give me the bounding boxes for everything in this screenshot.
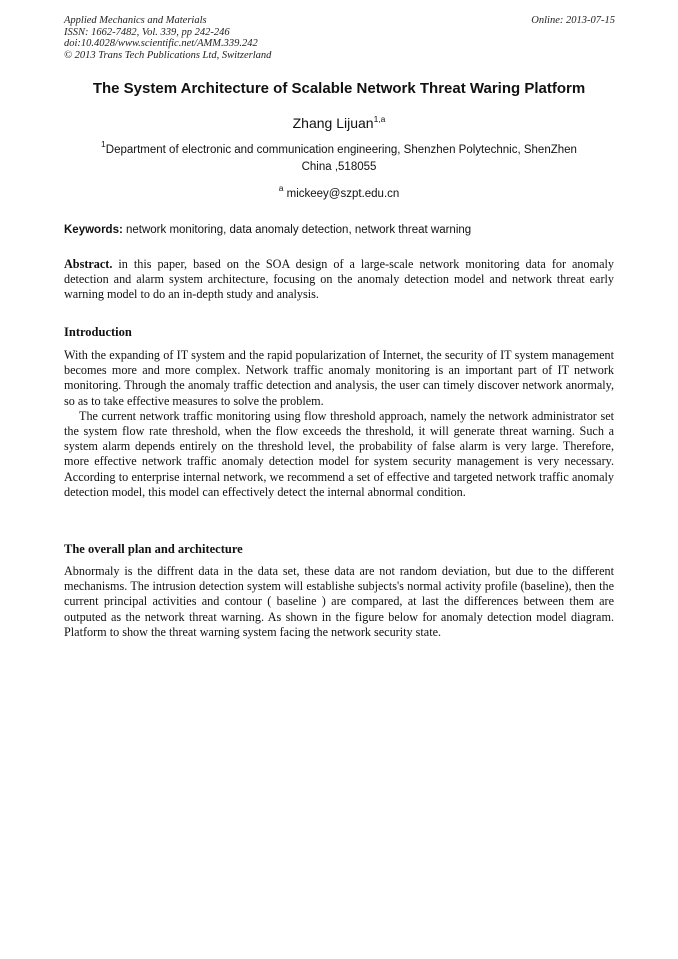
abstract-label: Abstract. (64, 257, 113, 271)
journal-header (64, 15, 271, 61)
keywords (64, 222, 614, 238)
email-superscript: a (278, 183, 284, 193)
affiliation-superscript: 1 (101, 139, 106, 149)
keywords-label: Keywords: (64, 224, 123, 236)
keywords-text: network monitoring, data anomaly detection, network threat warning (122, 224, 472, 236)
affiliation-line-2: China ,518055 (301, 161, 377, 173)
journal-name: Applied Mechanics and Materials (64, 15, 207, 26)
author-superscript: 1,a (373, 114, 386, 124)
introduction-paragraph-2: The current network traffic monitoring using flow threshold approach, namely the network administrator set the system flow rate threshold, when the flow exceeds the threshold, it will generate threat warning. Such a system alarm depends entirely on the threshold level, the probability of false alarm is very large. Therefore, more effective network traffic anomaly detection model for system security management is very necessary. According to enterprise internal network, we recommend a set of effective and targeted network traffic anomaly detection model, this model can effectively detect the internal abnormal condition. (64, 408, 614, 499)
author-line (40, 114, 638, 132)
email-address: mickeey@szpt.edu.cn (283, 188, 400, 200)
introduction-heading: Introduction (64, 325, 132, 339)
abstract-text: in this paper, based on the SOA design of a large-scale network monitoring data for anomaly detection and alarm system architecture, focusing on the anomaly detection model and network threat early warning model to do an in-depth study and analysis. (64, 257, 614, 302)
affiliation (64, 139, 614, 176)
introduction-body (64, 348, 614, 500)
plan-heading: The overall plan and architecture (64, 542, 243, 556)
online-date: Online: 2013-07-15 (531, 15, 615, 26)
journal-doi: doi:10.4028/www.scientific.net/AMM.339.242 (64, 38, 258, 49)
paper-title: The System Architecture of Scalable Network Threat Waring Platform (92, 80, 586, 97)
journal-copyright: © 2013 Trans Tech Publications Ltd, Switzerland (64, 49, 272, 61)
author-name: Zhang Lijuan (292, 115, 374, 131)
abstract (64, 257, 614, 303)
introduction-paragraph-1: With the expanding of IT system and the rapid popularization of Internet, the security of IT system management becomes more and more complex. Network traffic anomaly monitoring is an important part of IT network monitoring. Through the anomaly traffic detection and analysis, the user can timely discover network anormaly, so as to take effective measures to solve the problem. (64, 348, 614, 408)
journal-issn: ISSN: 1662-7482, Vol. 339, pp 242-246 (64, 26, 230, 38)
affiliation-line-1: $^1$Department of electronic and communication engineering, Shenzhen Polytechnic, ShenZhen (101, 139, 577, 156)
plan-paragraph-1: Abnormaly is the diffrent data in the data set, these data are not random deviation, but due to the different mechanisms. The intrusion detection system will establishe subjects's normal activity profile (baseline), then the current principal activities and contour ( baseline ) are compared, at last the differences between them are outputed as the network threat warning. As shown in the figure below for anomaly detection model diagram. Platform to show the threat warning system facing the network security state. (64, 564, 614, 639)
author-email (64, 183, 614, 203)
